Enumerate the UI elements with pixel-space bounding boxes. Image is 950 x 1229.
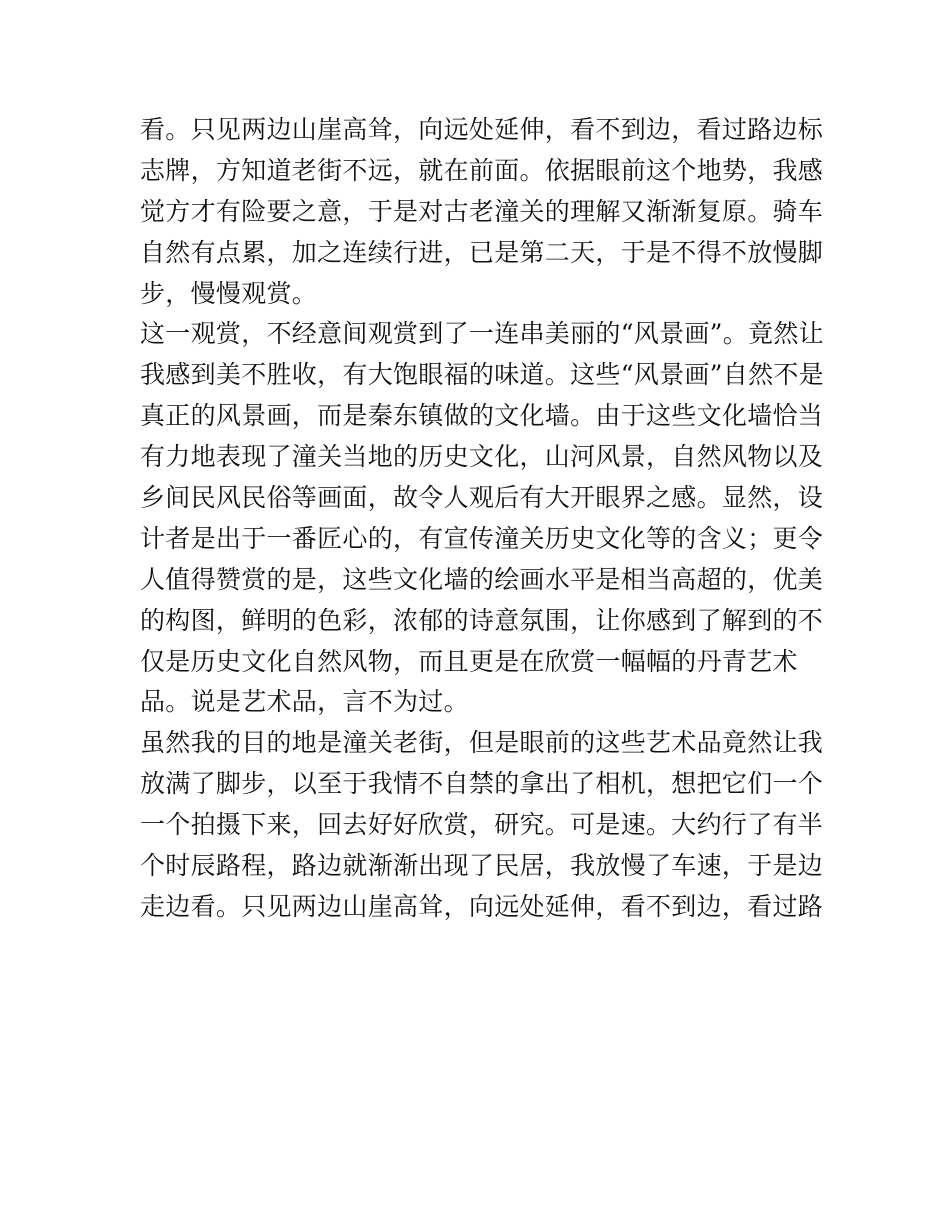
text-line-9: 有力地表现了潼关当地的历史文化，山河风景，自然风物以及 [140, 442, 824, 472]
text-line-12: 人值得赞赏的是，这些文化墙的绘画水平是相当高超的，优美 [140, 564, 824, 594]
text-line-19: 个时辰路程，路边就渐渐出现了民居，我放慢了车速，于是边 [140, 851, 824, 881]
text-line-2: 志牌，方知道老街不远，就在前面。依据眼前这个地势，我感 [140, 155, 824, 185]
text-line-13: 的构图，鲜明的色彩，浓郁的诗意氛围，让你感到了解到的不 [140, 605, 824, 635]
text-line-10: 乡间民风民俗等画面，故令人观后有大开眼界之感。显然，设 [140, 483, 824, 513]
text-line-20: 走边看。只见两边山崖高耸，向远处延伸，看不到边，看过路 [140, 891, 824, 921]
text-line-5: 步，慢慢观赏。 [140, 278, 318, 308]
text-line-14: 仅是历史文化自然风物，而且更是在欣赏一幅幅的丹青艺术 [140, 646, 798, 676]
text-line-11: 计者是出于一番匠心的，有宣传潼关历史文化等的含义；更令 [140, 523, 824, 553]
text-line-3: 觉方才有险要之意，于是对古老潼关的理解又渐渐复原。骑车 [140, 196, 824, 226]
text-line-18: 一个拍摄下来，回去好好欣赏，研究。可是速。大约行了有半 [140, 810, 824, 840]
text-line-1: 看。只见两边山崖高耸，向远处延伸，看不到边，看过路边标 [140, 115, 824, 144]
text-line-8: 真正的风景画，而是秦东镇做的文化墙。由于这些文化墙恰当 [140, 401, 824, 431]
text-line-16: 虽然我的目的地是潼关老街，但是眼前的这些艺术品竟然让我 [140, 728, 824, 758]
document-body [140, 110, 824, 928]
text-line-6: 这一观赏，不经意间观赏到了一连串美丽的“风景画”。竟然让 [140, 319, 824, 349]
text-line-17: 放满了脚步，以至于我情不自禁的拿出了相机，想把它们一个 [140, 769, 824, 799]
text-line-4: 自然有点累，加之连续行进，已是第二天，于是不得不放慢脚 [140, 237, 824, 267]
text-line-7: 我感到美不胜收，有大饱眼福的味道。这些“风景画”自然不是 [140, 360, 824, 390]
text-line-15: 品。说是艺术品，言不为过。 [140, 687, 469, 717]
